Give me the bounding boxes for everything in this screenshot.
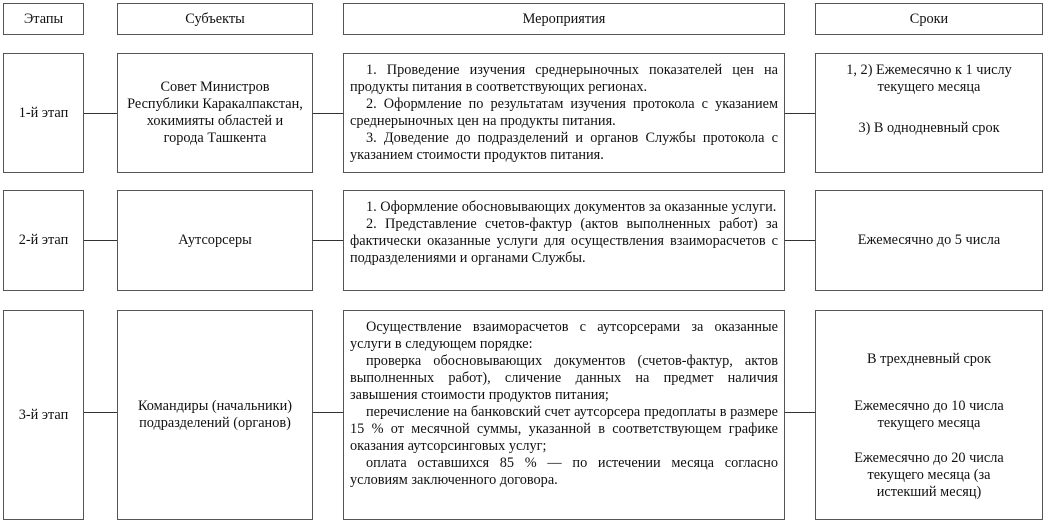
header-subjects: Субъекты (117, 3, 313, 35)
term-item: Ежемесячно до 20 числа текущего месяца (за истекший месяц) (854, 450, 1004, 500)
stage-2-actions (343, 190, 785, 291)
term-item: 1, 2) Ежемесячно к 1 числу текущего месяца (846, 62, 1012, 95)
header-stages: Этапы (3, 3, 84, 35)
connector (84, 240, 117, 241)
connector (785, 113, 815, 114)
connector (785, 412, 815, 413)
connector (84, 113, 117, 114)
stage-3-actions (343, 310, 785, 520)
stage-2-subject: Аутсорсеры (117, 190, 313, 291)
stage-1-actions (343, 53, 785, 173)
connector (313, 412, 343, 413)
action-item: 1. Оформление обосновывающих документов за оказанные услуги. (366, 199, 777, 215)
term-item: Ежемесячно до 10 числа текущего месяца (854, 398, 1004, 431)
connector (313, 240, 343, 241)
stage-2-terms: Ежемесячно до 5 числа (815, 190, 1043, 291)
stage-2-label: 2-й этап (3, 190, 84, 291)
connector (313, 113, 343, 114)
stage-1-label: 1-й этап (3, 53, 84, 173)
header-terms: Сроки (815, 3, 1043, 35)
action-item: оплата оставшихся 85 % — по истечении месяца согласно условиям заключенного договора. (350, 455, 778, 488)
header-actions: Мероприятия (343, 3, 785, 35)
action-item: 3. Доведение до подразделений и органов Службы протокола с указанием стоимости продуктов питания. (350, 130, 778, 163)
action-item: перечисление на банковский счет аутсорсера предоплаты в размере 15 % от месячной суммы, указанной в соответствующем графике оказания аутсорсинговых услуг; (350, 404, 778, 454)
action-item: проверка обосновывающих документов (счетов-фактур, актов выполненных работ), сличение данных на предмет наличия завышения стоимости продуктов питания; (350, 353, 778, 403)
connector (84, 412, 117, 413)
action-item: 2. Представление счетов-фактур (актов выполненных работ) за фактически оказанные услуги для осуществления взаиморасчетов с подразделениями и органами Службы. (350, 216, 778, 266)
term-item: В трехдневный срок (866, 351, 992, 367)
stage-3-label: 3-й этап (3, 310, 84, 520)
action-item: 1. Проведение изучения среднерыночных показателей цен на продукты питания в соответствующих регионах. (350, 62, 778, 95)
action-item: 2. Оформление по результатам изучения протокола с указанием среднерыночных цен на продукты питания. (350, 96, 778, 129)
stage-3-subject: Командиры (начальники) подразделений (органов) (117, 310, 313, 520)
term-item: 3) В однодневный срок (858, 120, 1000, 136)
stage-1-subject: Совет Министров Республики Каракалпакстан, хокимияты областей и города Ташкента (117, 53, 313, 173)
connector (785, 240, 815, 241)
stage-1-terms (815, 53, 1043, 173)
stage-3-terms (815, 310, 1043, 520)
action-item: Осуществление взаиморасчетов с аутсорсерами за оказанные услуги в следующем порядке: (350, 319, 778, 352)
